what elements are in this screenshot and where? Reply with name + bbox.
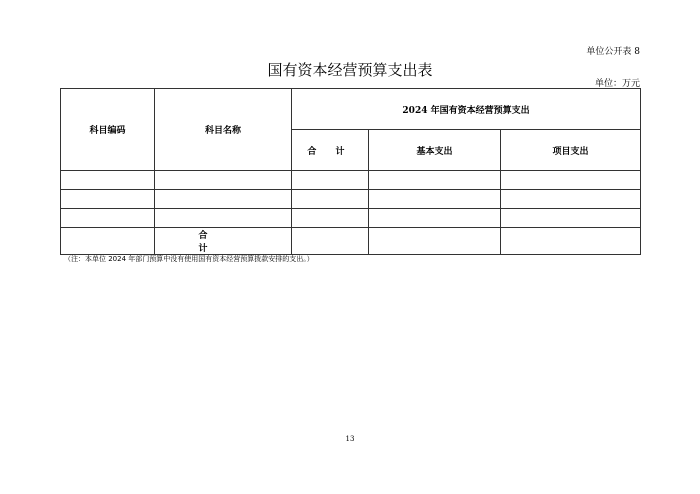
table-cell (369, 190, 501, 209)
table-cell (292, 228, 369, 255)
table-cell (61, 190, 155, 209)
header-subject-code: 科目编码 (61, 89, 155, 171)
form-number: 单位公开表 8 (586, 47, 640, 57)
table-cell (292, 171, 369, 190)
table-cell (155, 171, 292, 190)
table-cell (292, 209, 369, 228)
header-subject-name: 科目名称 (155, 89, 292, 171)
table-cell (501, 209, 641, 228)
total-row (61, 228, 641, 255)
unit-label: 单位：万元 (594, 79, 640, 89)
table-row (61, 171, 641, 190)
total-row-label: 合 计 (155, 228, 292, 255)
table-cell (61, 171, 155, 190)
footnote: （注：本单位 2024 年部门预算中没有使用国有资本经营预算拨款安排的支出。） (64, 255, 314, 263)
header-group-expenditure: 2024 年国有资本经营预算支出 (292, 89, 641, 130)
table-cell (369, 209, 501, 228)
table-row (61, 209, 641, 228)
header-basic-expenditure: 基本支出 (369, 130, 501, 171)
page-title: 国有资本经营预算支出表 (267, 61, 433, 79)
budget-table (60, 88, 641, 255)
table-cell (369, 171, 501, 190)
table-cell (501, 228, 641, 255)
header-project-expenditure: 项目支出 (501, 130, 641, 171)
table-cell (61, 228, 155, 255)
table-cell (292, 190, 369, 209)
table-cell (501, 190, 641, 209)
table-cell (155, 209, 292, 228)
table-cell (61, 209, 155, 228)
table-cell (501, 171, 641, 190)
page-number: 13 (345, 435, 355, 443)
table-cell (155, 190, 292, 209)
table-cell (369, 228, 501, 255)
header-total: 合 计 (292, 130, 369, 171)
table-row (61, 190, 641, 209)
